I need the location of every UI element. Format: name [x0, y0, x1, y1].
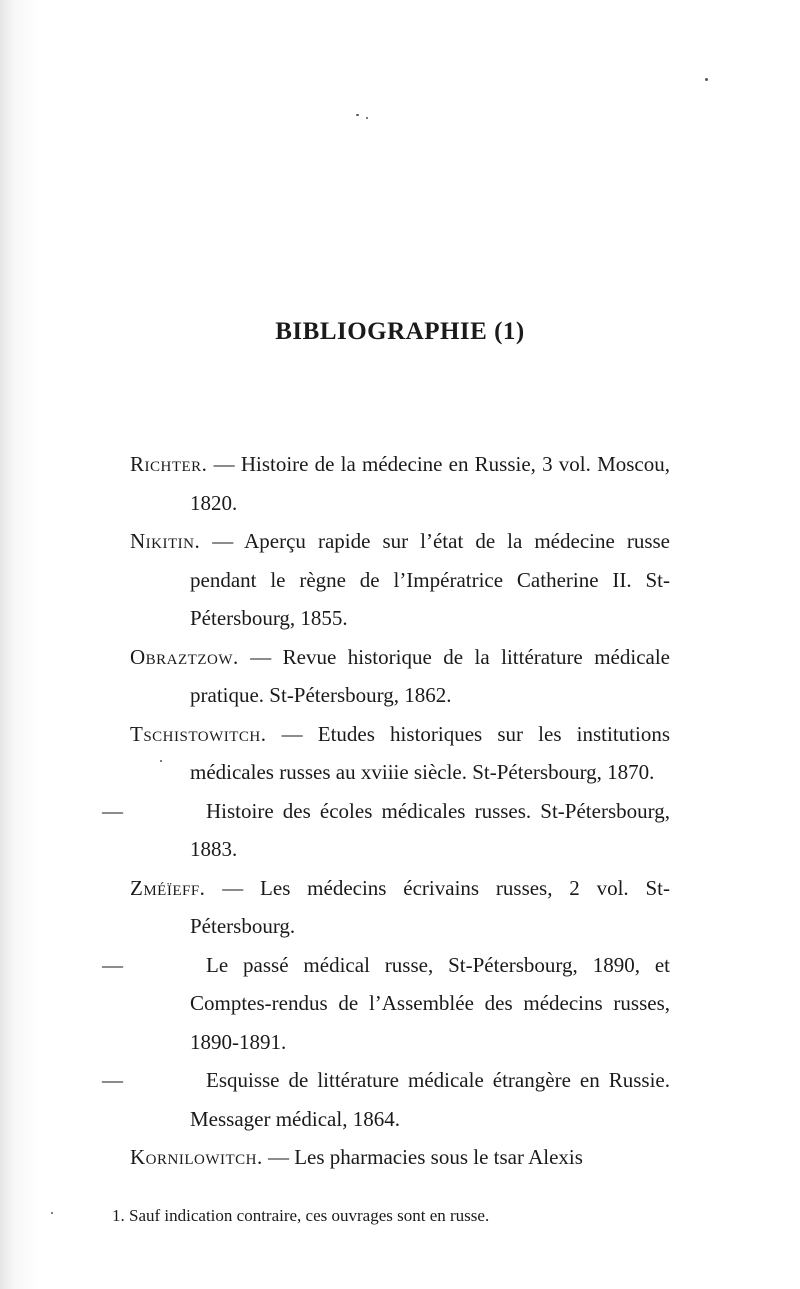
bibliography-entry [102, 792, 670, 869]
ink-speck [356, 114, 359, 116]
entry-author: Kornilowitch. [130, 1145, 263, 1169]
ink-speck [705, 78, 708, 81]
entry-author: — [102, 798, 123, 823]
bibliography-entry [130, 638, 670, 715]
bibliography-entry [130, 445, 670, 522]
entry-text: Esquisse de littérature médicale étrangère en Russie. Messager médical, 1864. [190, 1068, 670, 1131]
entry-text: — Histoire de la médecine en Russie, 3 vol. Moscou, 1820. [190, 452, 671, 515]
entry-text: — Les pharmacies sous le tsar Alexis [267, 1145, 583, 1169]
entry-text: Le passé médical russe, St-Pétersbourg, 1890, et Comptes-rendus de l’Assemblée des médecins russes, 1890-1891. [190, 952, 670, 1054]
entry-text: — Aperçu rapide sur l’état de la médecine russe pendant le règne de l’Impératrice Catherine II. St-Pétersbourg, 1855. [190, 529, 670, 630]
entry-author: Tschistowitch. [130, 721, 267, 746]
bibliography-entry [130, 1138, 670, 1177]
bibliography-entry [130, 715, 670, 792]
ink-speck [366, 117, 368, 119]
bibliography-entry [130, 522, 670, 638]
entry-author: Nikitin. [130, 529, 201, 553]
entry-text: — Les médecins écrivains russes, 2 vol. St-Pétersbourg. [190, 875, 671, 938]
bibliography-list [102, 445, 671, 1177]
bibliography-entry [102, 1061, 670, 1138]
entry-author: — [102, 952, 123, 977]
entry-author: Zméïeff. [130, 875, 206, 900]
footnote: 1. Sauf indication contraire, ces ouvrages sont en russe. [112, 1206, 490, 1225]
entry-text: — Revue historique de la littérature médicale pratique. St-Pétersbourg, 1862. [190, 644, 670, 707]
bibliography-entry [102, 946, 670, 1062]
entry-author: — [102, 1068, 123, 1092]
entry-text: — Etudes historiques sur les institutions médicales russes au xviiie siècle. St-Pétersbourg, 1870. [190, 721, 670, 784]
page-title: BIBLIOGRAPHIE (1) [275, 318, 525, 345]
entry-text: Histoire des écoles médicales russes. St-Pétersbourg, 1883. [190, 798, 670, 861]
entry-author: Obraztzow. [130, 644, 239, 669]
bibliography-entry [130, 869, 670, 946]
ink-speck [51, 1212, 53, 1214]
entry-author: Richter. [130, 452, 208, 476]
